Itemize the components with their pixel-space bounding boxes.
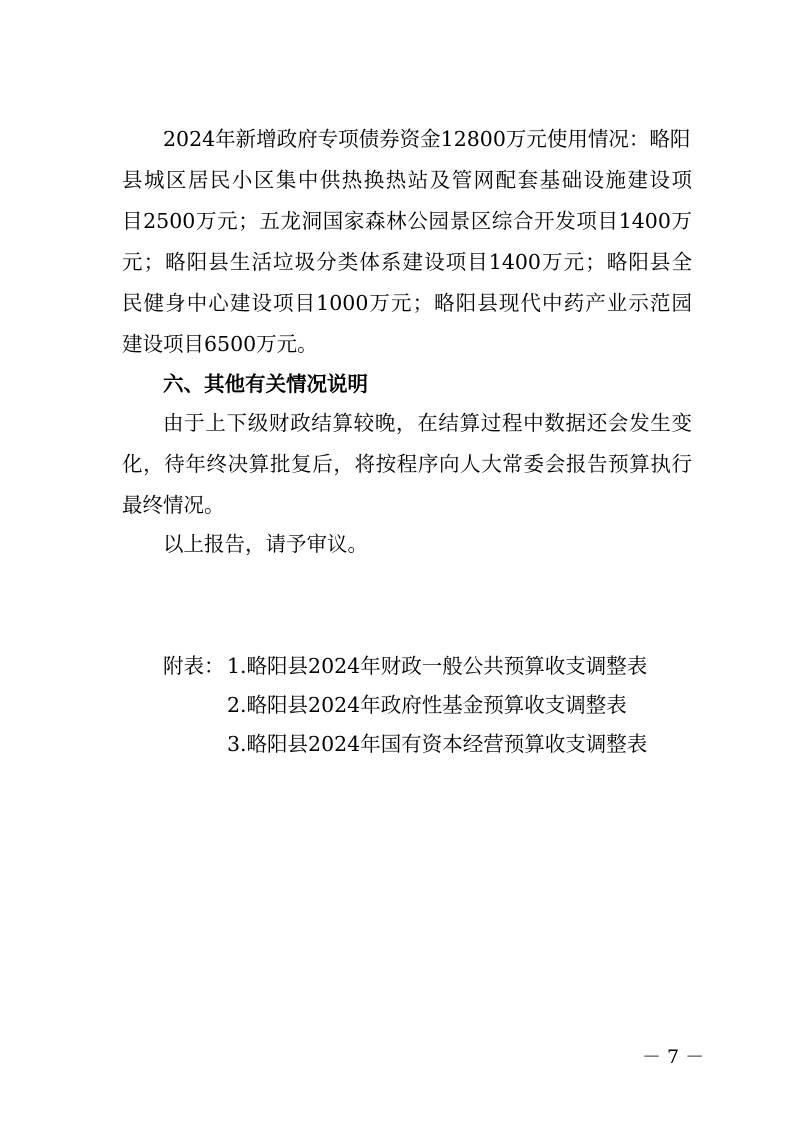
paragraph-line: 元；略阳县生活垃圾分类体系建设项目1400万元；略阳县全 [122,250,692,274]
attachment-item: 2.略阳县2024年政府性基金预算收支调整表 [227,693,627,717]
paragraph-line: 由于上下级财政结算较晚，在结算过程中数据还会发生变 [163,411,692,435]
paragraph-line: 2024年新增政府专项债券资金12800万元使用情况：略阳 [163,127,691,151]
paragraph-line: 民健身中心建设项目1000万元；略阳县现代中药产业示范园 [122,291,692,315]
closing-text: 以上报告，请予审议。 [163,532,368,556]
attachments-label: 附表： [163,654,225,678]
attachment-item: 3.略阳县2024年国有资本经营预算收支调整表 [227,732,648,756]
paragraph-line: 最终情况。 [122,493,225,517]
paragraph-line: 目2500万元；五龙洞国家森林公园景区综合开发项目1400万 [122,209,692,233]
attachment-item: 1.略阳县2024年财政一般公共预算收支调整表 [227,654,648,678]
section-heading: 六、其他有关情况说明 [163,372,368,396]
paragraph-line: 化，待年终决算批复后，将按程序向人大常委会报告预算执行 [122,452,692,476]
page-number: － 7 － [642,1046,705,1068]
paragraph-line: 建设项目6500万元。 [122,332,318,356]
paragraph-line: 县城区居民小区集中供热换热站及管网配套基础设施建设项 [122,168,692,192]
